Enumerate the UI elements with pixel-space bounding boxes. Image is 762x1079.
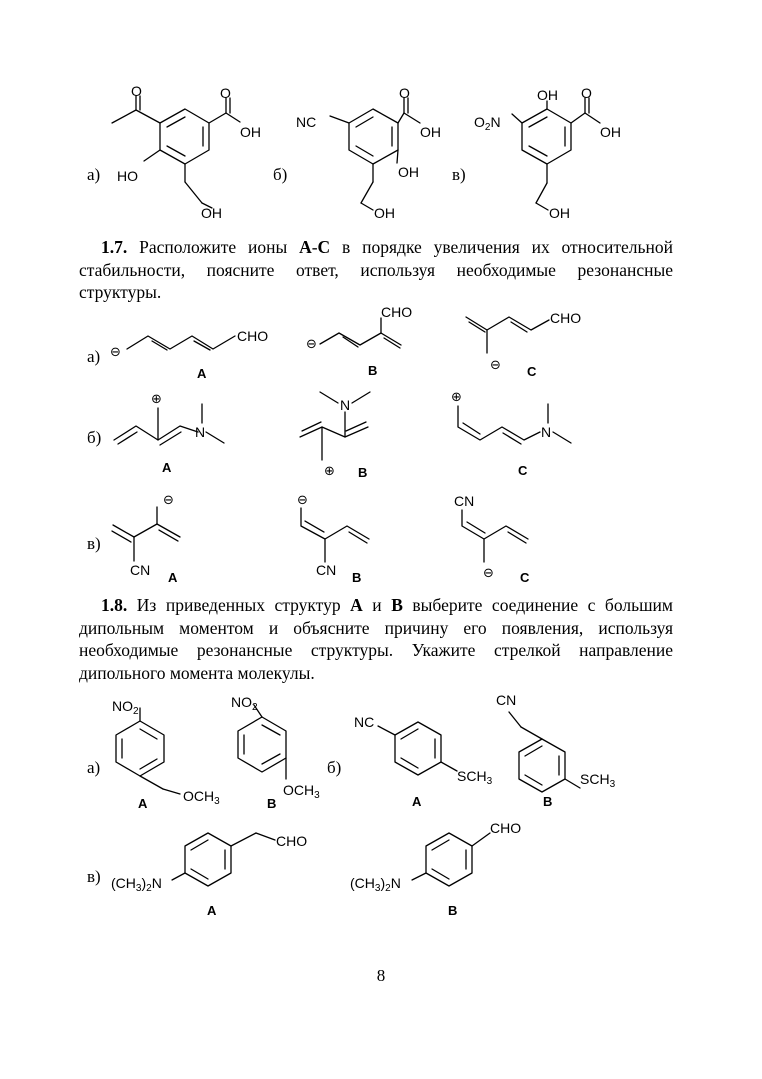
item-mark-a-18: а) bbox=[87, 758, 101, 777]
label-nitrile-cn: CN bbox=[316, 562, 337, 578]
caption-A: A bbox=[162, 460, 172, 475]
label-hydroxyl: OH bbox=[240, 124, 261, 140]
caption-B: B bbox=[267, 796, 277, 811]
compound-a-A bbox=[116, 708, 180, 794]
anion-sign: ⊖ bbox=[297, 493, 308, 508]
label-hydroxyl-ho: HO bbox=[117, 168, 138, 184]
label-hydroxyl: OH bbox=[201, 205, 222, 221]
caption-C: C bbox=[518, 463, 528, 478]
caption-C: C bbox=[520, 570, 530, 585]
label-nitro-no2: $NO_2$ bbox=[231, 694, 258, 713]
caption-B: B bbox=[448, 903, 458, 918]
label-hydroxyl: OH bbox=[420, 124, 441, 140]
item-mark-a-17: а) bbox=[87, 347, 101, 366]
label-nitrogen: N bbox=[195, 424, 206, 440]
anion-sign: ⊖ bbox=[490, 358, 501, 373]
compound-v-A bbox=[172, 833, 275, 886]
label-hydroxyl: OH bbox=[549, 205, 570, 221]
label-nitrile-cn: CN bbox=[130, 562, 151, 578]
compound-b-A bbox=[378, 722, 457, 775]
caption-B: B bbox=[368, 363, 378, 378]
label-methylthio: $SCH_3$ bbox=[580, 771, 616, 790]
anion-v-B bbox=[301, 508, 369, 562]
caption-A: A bbox=[138, 796, 148, 811]
label-nitrile-nc: NC bbox=[296, 114, 317, 130]
anion-v-C bbox=[462, 510, 528, 562]
page-number: 8 bbox=[376, 966, 386, 985]
caption-B: B bbox=[358, 465, 368, 480]
label-nitrogen: N bbox=[541, 424, 552, 440]
compound-a-B bbox=[238, 705, 286, 779]
item-mark-b-top: б) bbox=[273, 165, 288, 184]
cation-b-B bbox=[300, 392, 370, 460]
label-aldehyde-cho: CHO bbox=[237, 328, 269, 344]
label-nitro-o2n: $O_2N$ bbox=[474, 114, 501, 133]
ion-a-B bbox=[320, 318, 401, 348]
caption-B: B bbox=[352, 570, 362, 585]
label-hydroxyl: OH bbox=[374, 205, 395, 221]
label-aldehyde-cho: CHO bbox=[550, 310, 582, 326]
anion-sign: ⊖ bbox=[163, 493, 174, 508]
compound-v-B bbox=[412, 833, 490, 886]
item-mark-a-top: а) bbox=[87, 165, 101, 184]
cation-b-C bbox=[458, 404, 571, 444]
compound-b-B bbox=[509, 712, 580, 792]
cation-sign: ⊕ bbox=[451, 390, 462, 405]
anion-sign: ⊖ bbox=[306, 337, 317, 352]
molecule-top-a bbox=[112, 96, 240, 208]
label-nitrile-cn: CN bbox=[496, 692, 517, 708]
caption-B: B bbox=[543, 794, 553, 809]
item-mark-v-17: в) bbox=[87, 534, 101, 553]
anion-sign: ⊖ bbox=[110, 345, 121, 360]
label-oxygen: O bbox=[399, 85, 410, 101]
caption-A: A bbox=[168, 570, 178, 585]
anion-v-A bbox=[112, 507, 180, 561]
cation-sign: ⊕ bbox=[324, 464, 335, 479]
molecule-top-v bbox=[512, 98, 600, 210]
item-mark-v-18: в) bbox=[87, 867, 101, 886]
problem-1-7-text: 1.7. Расположите ионы A-C в порядке увеличения их относительной стабильности, поясните ответ, используя необходимые резонансные структуры. bbox=[79, 237, 673, 302]
label-oxygen: O bbox=[220, 85, 231, 101]
cation-sign: ⊕ bbox=[151, 392, 162, 407]
ion-a-C bbox=[466, 317, 549, 353]
caption-A: A bbox=[207, 903, 217, 918]
label-nitrogen: N bbox=[340, 397, 351, 413]
molecule-top-b bbox=[330, 98, 420, 210]
label-hydroxyl: OH bbox=[398, 164, 419, 180]
caption-C: C bbox=[527, 364, 537, 379]
label-nitro-no2: $NO_2$ bbox=[112, 698, 139, 717]
label-methoxy: $OCH_3$ bbox=[183, 788, 220, 807]
caption-A: A bbox=[197, 366, 207, 381]
problem-number: 1.7. bbox=[101, 237, 128, 257]
label-dimethylamino: $(CH_3)_2N$ bbox=[350, 875, 401, 894]
label-aldehyde-cho: CHO bbox=[276, 833, 308, 849]
label-hydroxyl: OH bbox=[537, 87, 558, 103]
label-hydroxyl: OH bbox=[600, 124, 621, 140]
problem-number: 1.8. bbox=[101, 595, 128, 615]
label-aldehyde-cho: CHO bbox=[490, 820, 522, 836]
label-nitrile-nc: NC bbox=[354, 714, 375, 730]
label-methylthio: $SCH_3$ bbox=[457, 768, 493, 787]
label-nitrile-cn: CN bbox=[454, 493, 475, 509]
label-aldehyde-cho: CHO bbox=[381, 304, 413, 320]
cation-b-A bbox=[114, 404, 224, 445]
caption-A: A bbox=[412, 794, 422, 809]
label-methoxy: $OCH_3$ bbox=[283, 782, 320, 801]
item-mark-v-top: в) bbox=[452, 165, 466, 184]
item-mark-b-17: б) bbox=[87, 428, 102, 447]
anion-sign: ⊖ bbox=[483, 566, 494, 581]
problem-1-8-text: 1.8. Из приведенных структур A и B выберите соединение с большим дипольным моментом и объясните причину его появления, используя необходимые резонансные структуры. Укажите стрелкой направление дипольного момента молекулы. bbox=[79, 595, 673, 683]
label-oxygen: O bbox=[581, 85, 592, 101]
label-oxygen: O bbox=[131, 83, 142, 99]
item-mark-b-18: б) bbox=[327, 758, 342, 777]
ion-a-A bbox=[127, 336, 235, 350]
label-dimethylamino: $(CH_3)_2N$ bbox=[111, 875, 162, 894]
